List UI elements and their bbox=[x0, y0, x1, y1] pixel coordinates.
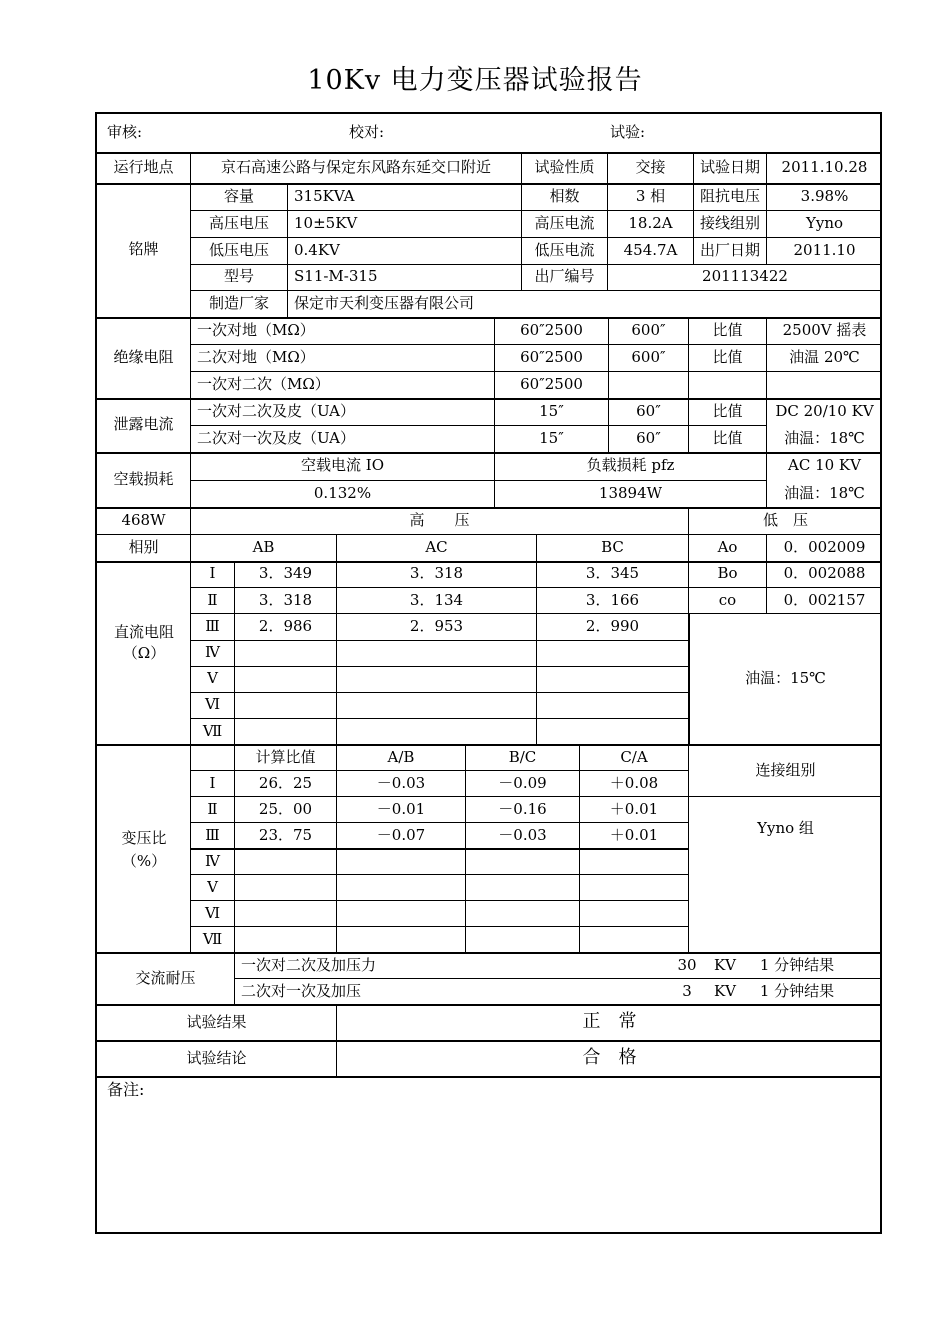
insulation-r2-c: 比值 bbox=[689, 344, 767, 371]
dc-ac-value bbox=[337, 692, 537, 718]
low-phase: Bo bbox=[689, 561, 767, 587]
impedance-value: 3.98% bbox=[800, 186, 849, 205]
ratio-row-num: Ⅵ bbox=[191, 900, 235, 926]
ratio-bc-value bbox=[466, 926, 580, 952]
date-value: 2011.10.28 bbox=[781, 157, 868, 176]
col-ab: AB bbox=[191, 534, 337, 561]
leakage-r1-b: 60″ bbox=[609, 398, 689, 425]
nature-label: 试验性质 bbox=[522, 152, 608, 183]
insulation-r3-b bbox=[609, 371, 689, 398]
ratio-calc-value: 26．25 bbox=[235, 770, 337, 796]
leakage-r2-c: 比值 bbox=[689, 425, 767, 452]
low-ao-value: 0．002009 bbox=[783, 537, 866, 556]
dc-ac-value bbox=[337, 666, 537, 692]
ratio-head-blank bbox=[191, 744, 235, 770]
site-label: 运行地点 bbox=[97, 152, 191, 183]
ratio-row-num: Ⅱ bbox=[191, 796, 235, 822]
ratio-unit: （%） bbox=[121, 852, 167, 871]
hi-value: 18.2A bbox=[608, 210, 694, 237]
ratio-row-num: Ⅴ bbox=[191, 874, 235, 900]
dc-row-num: Ⅵ bbox=[191, 692, 235, 718]
dc-ac-value bbox=[337, 640, 537, 666]
insulation-r1-c: 比值 bbox=[689, 317, 767, 344]
phase-value: 3 相 bbox=[608, 183, 694, 210]
withstand-r2-result: 1 分钟结果 bbox=[759, 981, 835, 1000]
ratio-row-num: Ⅲ bbox=[191, 822, 235, 848]
ratio-ca-value bbox=[580, 900, 689, 926]
ratio-label: 变压比 bbox=[121, 828, 167, 847]
nameplate-label: 铭牌 bbox=[97, 183, 191, 317]
dc-bc-value: 3．345 bbox=[537, 561, 689, 587]
insulation-r3-c bbox=[689, 371, 767, 398]
insulation-r2-label: 二次对地（MΩ） bbox=[191, 344, 495, 371]
low-value: 0．002157 bbox=[783, 590, 866, 609]
li-label: 低压电流 bbox=[522, 237, 608, 264]
insulation-r1-a: 60″2500 bbox=[495, 317, 609, 344]
noload-label: 空载损耗 bbox=[97, 452, 191, 507]
withstand-r2-unit: KV bbox=[713, 981, 737, 1000]
model-label: 型号 bbox=[191, 264, 288, 290]
ratio-ca-value: ＋0.01 bbox=[580, 796, 689, 822]
ratio-calc-value: 23．75 bbox=[235, 822, 337, 848]
ratio-bc-value: －0.03 bbox=[466, 822, 580, 848]
maker-value: 保定市天利变压器有限公司 bbox=[294, 293, 475, 312]
ratio-ca-value bbox=[580, 848, 689, 874]
col-ac: AC bbox=[337, 534, 537, 561]
high-voltage-label: 高 压 bbox=[191, 507, 689, 534]
dc-bc-value bbox=[537, 640, 689, 666]
ratio-ab-value bbox=[337, 926, 466, 952]
leakage-note1: DC 20/10 KV bbox=[775, 401, 874, 420]
ratio-bc-head: B/C bbox=[466, 744, 580, 770]
ratio-bc-value: －0.16 bbox=[466, 796, 580, 822]
ratio-ca-head: C/A bbox=[580, 744, 689, 770]
ratio-ab-value bbox=[337, 848, 466, 874]
ratio-row-num: Ⅰ bbox=[191, 770, 235, 796]
ratio-ca-value: ＋0.08 bbox=[580, 770, 689, 796]
ratio-ab-value: －0.03 bbox=[337, 770, 466, 796]
ratio-ab-value: －0.01 bbox=[337, 796, 466, 822]
ratio-bc-value bbox=[466, 900, 580, 926]
withstand-r1-unit: KV bbox=[713, 955, 737, 974]
dc-ab-value bbox=[235, 640, 337, 666]
model-value: S11-M-315 bbox=[288, 264, 522, 290]
dc-bc-value bbox=[537, 692, 689, 718]
serial-label: 出厂编号 bbox=[522, 264, 608, 290]
ratio-calc-head: 计算比值 bbox=[235, 744, 337, 770]
ratio-row-num: Ⅶ bbox=[191, 926, 235, 952]
ratio-ca-value: ＋0.01 bbox=[580, 822, 689, 848]
lv-label: 低压电压 bbox=[191, 237, 288, 264]
leakage-note2: 油温：18℃ bbox=[784, 428, 865, 447]
noload-note2: 油温：18℃ bbox=[784, 483, 865, 502]
ratio-ab-value bbox=[337, 900, 466, 926]
ratio-bc-value bbox=[466, 848, 580, 874]
mfg-date-label: 出厂日期 bbox=[694, 237, 767, 264]
hi-label: 高压电流 bbox=[522, 210, 608, 237]
ratio-bc-value bbox=[466, 874, 580, 900]
lv-value: 0.4KV bbox=[288, 237, 522, 264]
ratio-calc-value bbox=[235, 848, 337, 874]
withstand-r1-label: 一次对二次及加压力 bbox=[241, 955, 377, 974]
dc-ab-value bbox=[235, 692, 337, 718]
insulation-r1-b: 600″ bbox=[609, 317, 689, 344]
audit-label: 审核: bbox=[107, 123, 143, 142]
withstand-r1-result: 1 分钟结果 bbox=[759, 955, 835, 974]
phase-col-label: 相别 bbox=[97, 534, 191, 561]
dc-ac-value bbox=[337, 718, 537, 744]
leakage-r1-label: 一次对二次及皮（UA） bbox=[191, 398, 495, 425]
loss-value: 468W bbox=[97, 507, 191, 534]
noload-note1: AC 10 KV bbox=[788, 456, 861, 475]
dc-ab-value: 3．318 bbox=[235, 587, 337, 613]
dc-ac-value: 2．953 bbox=[337, 613, 537, 639]
dc-ab-value: 3．349 bbox=[235, 561, 337, 587]
dc-row-num: Ⅱ bbox=[191, 587, 235, 613]
dc-bc-value: 3．166 bbox=[537, 587, 689, 613]
ratio-ab-value bbox=[337, 874, 466, 900]
dc-row-num: Ⅴ bbox=[191, 666, 235, 692]
conclusion-value: 合 格 bbox=[582, 1047, 637, 1069]
phase-label: 相数 bbox=[522, 183, 608, 210]
date-label: 试验日期 bbox=[694, 152, 767, 183]
group-value: Yyno bbox=[805, 213, 844, 232]
test-label: 试验: bbox=[610, 123, 646, 142]
maker-label: 制造厂家 bbox=[191, 290, 288, 317]
withstand-r1-value: 30 bbox=[677, 955, 697, 974]
li-value: 454.7A bbox=[608, 237, 694, 264]
low-phase: co bbox=[689, 587, 767, 613]
withstand-label: 交流耐压 bbox=[97, 952, 235, 1004]
report-table bbox=[95, 112, 882, 1234]
dc-row-num: Ⅶ bbox=[191, 718, 235, 744]
result-label: 试验结果 bbox=[97, 1004, 337, 1040]
result-value: 正 常 bbox=[582, 1011, 637, 1033]
ratio-ab-head: A/B bbox=[337, 744, 466, 770]
dc-label: 直流电阻 bbox=[113, 622, 174, 641]
dc-bc-value: 2．990 bbox=[537, 613, 689, 639]
check-label: 校对: bbox=[349, 123, 385, 142]
capacity-value: 315KVA bbox=[288, 183, 522, 210]
noload-h1: 空载电流 IO bbox=[191, 452, 495, 480]
dc-row-num: Ⅳ bbox=[191, 640, 235, 666]
conn-label: 连接组别 bbox=[755, 760, 816, 779]
low-voltage-label: 低 压 bbox=[762, 510, 808, 529]
conn-value: Yyno 组 bbox=[757, 819, 814, 838]
insulation-r1-label: 一次对地（MΩ） bbox=[191, 317, 495, 344]
page-title: 10Kv 电力变压器试验报告 bbox=[307, 65, 643, 96]
impedance-label: 阻抗电压 bbox=[694, 183, 767, 210]
noload-v1: 0.132% bbox=[191, 480, 495, 507]
group-label: 接线组别 bbox=[694, 210, 767, 237]
col-bc: BC bbox=[537, 534, 689, 561]
hv-value: 10±5KV bbox=[288, 210, 522, 237]
ratio-bc-value: －0.09 bbox=[466, 770, 580, 796]
insulation-r2-b: 600″ bbox=[609, 344, 689, 371]
ratio-ca-value bbox=[580, 926, 689, 952]
ratio-calc-value bbox=[235, 874, 337, 900]
dc-ac-value: 3．134 bbox=[337, 587, 537, 613]
dc-ac-value: 3．318 bbox=[337, 561, 537, 587]
site-value: 京石高速公路与保定东风路东延交口附近 bbox=[191, 152, 522, 183]
remarks-label: 备注: bbox=[107, 1080, 145, 1100]
serial-value: 201113422 bbox=[702, 267, 788, 286]
ratio-calc-value: 25．00 bbox=[235, 796, 337, 822]
dc-oil-temp: 油温：15℃ bbox=[745, 669, 826, 688]
ratio-ca-value bbox=[580, 874, 689, 900]
insulation-note1: 2500V 摇表 bbox=[782, 320, 867, 339]
leakage-r2-label: 二次对一次及皮（UA） bbox=[191, 425, 495, 452]
mfg-date-value: 2011.10 bbox=[793, 240, 856, 259]
hv-label: 高压电压 bbox=[191, 210, 288, 237]
dc-row-num: Ⅲ bbox=[191, 613, 235, 639]
dc-row-num: Ⅰ bbox=[191, 561, 235, 587]
dc-ab-value bbox=[235, 666, 337, 692]
capacity-label: 容量 bbox=[191, 183, 288, 210]
insulation-label: 绝缘电阻 bbox=[97, 317, 191, 398]
leakage-r2-b: 60″ bbox=[609, 425, 689, 452]
leakage-r1-c: 比值 bbox=[689, 398, 767, 425]
leakage-label: 泄露电流 bbox=[97, 398, 191, 452]
insulation-r3-label: 一次对二次（MΩ） bbox=[191, 371, 495, 398]
leakage-r1-a: 15″ bbox=[495, 398, 609, 425]
dc-bc-value bbox=[537, 666, 689, 692]
dc-bc-value bbox=[537, 718, 689, 744]
ratio-row-num: Ⅳ bbox=[191, 848, 235, 874]
conclusion-label: 试验结论 bbox=[97, 1040, 337, 1076]
noload-v2: 13894W bbox=[495, 480, 767, 507]
insulation-r2-a: 60″2500 bbox=[495, 344, 609, 371]
dc-ab-value bbox=[235, 718, 337, 744]
insulation-r3-a: 60″2500 bbox=[495, 371, 609, 398]
low-value: 0．002088 bbox=[783, 564, 866, 583]
nature-value: 交接 bbox=[608, 152, 694, 183]
ratio-calc-value bbox=[235, 926, 337, 952]
table-rule bbox=[767, 371, 882, 372]
noload-h2: 负载损耗 pfz bbox=[495, 452, 767, 480]
withstand-r2-value: 3 bbox=[682, 981, 692, 1000]
ratio-ab-value: －0.07 bbox=[337, 822, 466, 848]
low-ao: Ao bbox=[689, 534, 767, 561]
withstand-r2-label: 二次对一次及加压 bbox=[241, 981, 362, 1000]
dc-ab-value: 2．986 bbox=[235, 613, 337, 639]
insulation-note2: 油温 20℃ bbox=[789, 347, 860, 366]
ratio-calc-value bbox=[235, 900, 337, 926]
leakage-r2-a: 15″ bbox=[495, 425, 609, 452]
dc-unit: （Ω） bbox=[122, 643, 166, 662]
